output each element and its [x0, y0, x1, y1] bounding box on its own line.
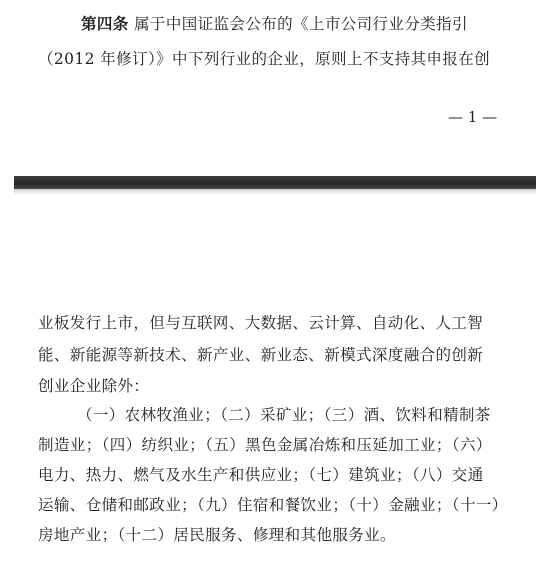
page-one-fragment [0, 0, 550, 176]
page-divider-shadow [14, 189, 536, 195]
page-divider [14, 176, 536, 189]
paragraph-line-1 [81, 14, 468, 34]
paragraph-line-2: （2012 年修订）》中下列行业的企业，原则上不支持其申报在创 [38, 50, 491, 68]
paragraph-line-1-text: 属于中国证监会公布的《上市公司行业分类指引 [128, 15, 468, 33]
body-line-3: 创业企业除外： [38, 377, 150, 395]
industry-list-line-1: （一）农林牧渔业；（二）采矿业；（三）酒、饮料和精制茶 [77, 406, 491, 424]
article-heading: 第四条 [81, 15, 129, 33]
page-number: — 1 — [448, 108, 498, 126]
body-line-2: 能、新能源等新技术、新产业、新业态、新模式深度融合的创新 [38, 346, 484, 364]
industry-list-line-5: 房地产业；（十二）居民服务、修理和其他服务业。 [38, 526, 396, 544]
body-line-1: 业板发行上市，但与互联网、大数据、云计算、自动化、人工智 [38, 314, 484, 332]
industry-list-line-2: 制造业；（四）纺织业；（五）黑色金属冶炼和压延加工业；（六） [38, 436, 492, 454]
industry-list-line-4: 运输、仓储和邮政业；（九）住宿和餐饮业；（十）金融业；（十一） [38, 496, 508, 514]
industry-list-line-3: 电力、热力、燃气及水生产和供应业；（七）建筑业；（八）交通 [38, 466, 484, 484]
